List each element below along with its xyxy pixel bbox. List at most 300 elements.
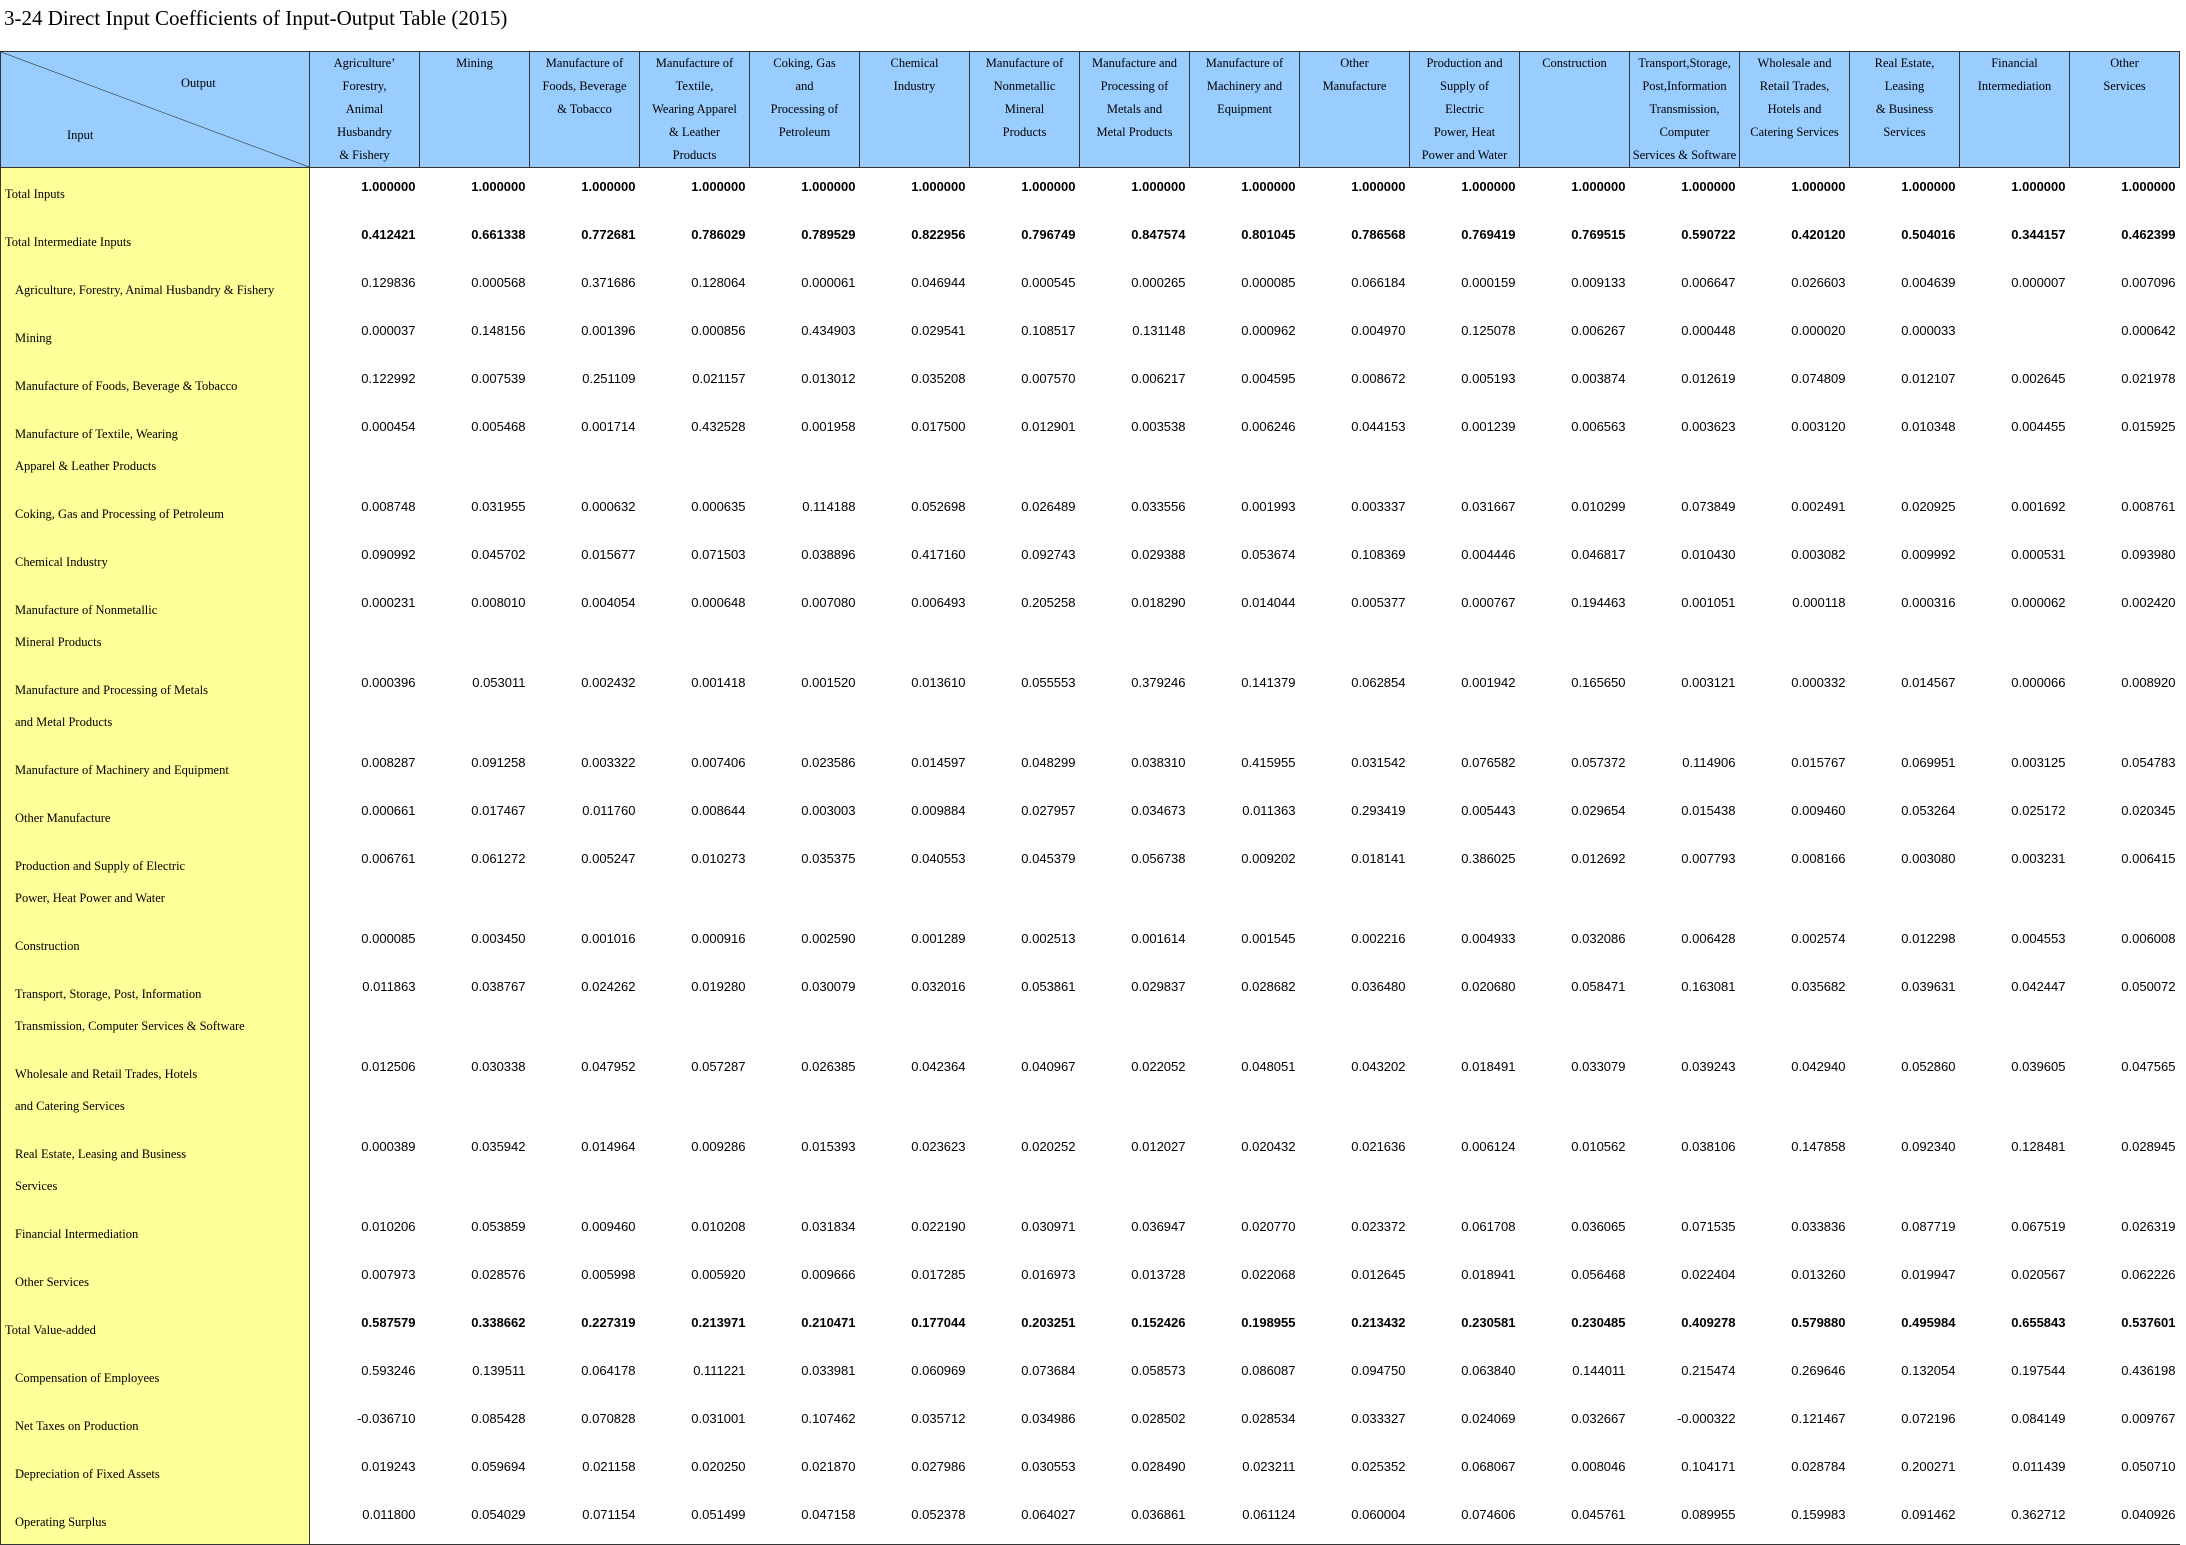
- coefficient-cell: 0.015925: [2121, 419, 2176, 434]
- column-header: [1630, 52, 1740, 168]
- coefficient-cell: 0.122992: [361, 371, 416, 386]
- coefficient-cell: 0.031834: [801, 1219, 856, 1234]
- coefficient-cell: 0.786568: [1351, 227, 1406, 242]
- coefficient-cell: 0.139511: [472, 1363, 526, 1378]
- coefficient-cell: 0.789529: [801, 227, 856, 242]
- coefficient-cell: 0.434903: [801, 323, 856, 338]
- coefficient-cell: 0.050072: [2121, 979, 2176, 994]
- coefficient-cell: 1.000000: [1021, 179, 1076, 194]
- coefficient-cell: 1.000000: [1351, 179, 1406, 194]
- column-header-line: Machinery and: [1206, 79, 1283, 93]
- coefficient-cell: 0.001239: [1461, 419, 1516, 434]
- coefficient-cell: 0.003003: [801, 803, 856, 818]
- column-header-line: Production and: [1426, 56, 1503, 70]
- coefficient-cell: 0.089955: [1630, 1496, 1740, 1545]
- row-label: [1, 264, 310, 312]
- coefficient-cell: 0.053264: [1901, 803, 1956, 818]
- coefficient-cell: 1.000000: [801, 179, 856, 194]
- coefficient-cell: 0.026319: [2121, 1219, 2176, 1234]
- coefficient-cell: 0.021158: [582, 1459, 636, 1474]
- coefficient-cell: 0.269646: [1791, 1363, 1846, 1378]
- io-coefficient-table: [0, 51, 2180, 1545]
- coefficient-cell: 0.002491: [1791, 499, 1846, 514]
- coefficient-cell: 0.033556: [1131, 499, 1186, 514]
- coefficient-cell: 0.052860: [1901, 1059, 1956, 1074]
- row-label-line: Manufacture of Foods, Beverage & Tobacco: [15, 379, 238, 393]
- coefficient-cell: 0.587579: [361, 1315, 416, 1330]
- column-header: [970, 52, 1080, 168]
- coefficient-cell: 0.000033: [1901, 323, 1956, 338]
- column-header: [1520, 52, 1630, 168]
- row-label: [1, 840, 310, 920]
- coefficient-cell: 0.128481: [2011, 1139, 2066, 1154]
- coefficient-cell: 0.060004: [1300, 1496, 1410, 1545]
- coefficient-cell: 0.010562: [1571, 1139, 1626, 1154]
- column-header-line: Chemical: [890, 56, 939, 70]
- coefficient-cell: 0.000635: [691, 499, 746, 514]
- row-label: [1, 1256, 310, 1304]
- coefficient-cell: 0.007096: [2121, 275, 2176, 290]
- table-row: [1, 1304, 2180, 1352]
- coefficient-cell: 0.066184: [1351, 275, 1406, 290]
- coefficient-cell: 0.338662: [471, 1315, 526, 1330]
- coefficient-cell: 0.006124: [1461, 1139, 1516, 1154]
- coefficient-cell: 0.068067: [1461, 1459, 1516, 1474]
- column-header: [860, 52, 970, 168]
- table-row: [1, 920, 2180, 968]
- coefficient-cell: 0.012692: [1571, 851, 1626, 866]
- coefficient-cell: 0.013012: [801, 371, 856, 386]
- coefficient-cell: 0.432528: [691, 419, 746, 434]
- table-row: [1, 1048, 2180, 1128]
- column-header-line: Power, Heat: [1433, 125, 1496, 139]
- row-label-line: Manufacture of Textile, Wearing: [15, 427, 178, 441]
- coefficient-cell: 0.000545: [1021, 275, 1076, 290]
- row-label-line: and Catering Services: [15, 1099, 125, 1113]
- coefficient-cell: 0.033327: [1351, 1411, 1406, 1426]
- column-header-line: Wholesale and: [1757, 56, 1832, 70]
- column-header-line: Metal Products: [1096, 125, 1173, 139]
- row-label: [1, 1208, 310, 1256]
- coefficient-cell: 0.165650: [1571, 675, 1626, 690]
- coefficient-cell: 0.090992: [361, 547, 416, 562]
- coefficient-cell: 0.011800: [310, 1496, 420, 1545]
- coefficient-cell: 0.230485: [1571, 1315, 1626, 1330]
- coefficient-cell: 0.000648: [691, 595, 746, 610]
- coefficient-cell: 0.001396: [581, 323, 636, 338]
- coefficient-cell: 0.005468: [471, 419, 526, 434]
- coefficient-cell: 0.038896: [801, 547, 856, 562]
- coefficient-cell: 0.001993: [1241, 499, 1296, 514]
- coefficient-cell: 0.121467: [1791, 1411, 1846, 1426]
- coefficient-cell: 0.021870: [801, 1459, 856, 1474]
- coefficient-cell: 0.033836: [1791, 1219, 1846, 1234]
- coefficient-cell: 0.003120: [1791, 419, 1846, 434]
- column-header-line: Forestry,: [342, 79, 387, 93]
- coefficient-cell: 0.000061: [801, 275, 856, 290]
- column-header: [1190, 52, 1300, 168]
- coefficient-cell: 0.014567: [1901, 675, 1956, 690]
- coefficient-cell: 0.017467: [471, 803, 526, 818]
- coefficient-cell: 0.028534: [1241, 1411, 1296, 1426]
- table-row: [1, 664, 2180, 744]
- coefficient-cell: 0.040967: [1021, 1059, 1076, 1074]
- coefficient-cell: 0.010348: [1901, 419, 1956, 434]
- coefficient-cell: 0.028784: [1791, 1459, 1846, 1474]
- coefficient-cell: 0.163081: [1681, 979, 1736, 994]
- coefficient-cell: 0.039243: [1681, 1059, 1736, 1074]
- coefficient-cell: 0.006428: [1681, 931, 1736, 946]
- row-label: [1, 488, 310, 536]
- coefficient-cell: 0.023586: [801, 755, 856, 770]
- coefficient-cell: 0.015438: [1681, 803, 1736, 818]
- coefficient-cell: 0.000316: [1901, 595, 1956, 610]
- column-header-line: Products: [672, 148, 717, 162]
- table-row: [1, 360, 2180, 408]
- coefficient-cell: 0.007406: [691, 755, 746, 770]
- coefficient-cell: 0.796749: [1021, 227, 1076, 242]
- coefficient-cell: 0.018491: [1461, 1059, 1516, 1074]
- coefficient-cell: 0.417160: [911, 547, 966, 562]
- column-header-line: Manufacture of: [655, 56, 734, 70]
- coefficient-cell: 0.012645: [1351, 1267, 1406, 1282]
- coefficient-cell: 0.205258: [1021, 595, 1076, 610]
- column-header: [310, 52, 420, 168]
- coefficient-cell: 0.386025: [1461, 851, 1516, 866]
- coefficient-cell: 0.203251: [1021, 1315, 1076, 1330]
- column-header-line: Services & Software: [1632, 148, 1737, 162]
- coefficient-cell: 0.006246: [1241, 419, 1296, 434]
- row-label: [1, 536, 310, 584]
- coefficient-cell: 0.061708: [1461, 1219, 1516, 1234]
- coefficient-cell: 0.054029: [420, 1496, 530, 1545]
- row-label-line: Coking, Gas and Processing of Petroleum: [15, 507, 225, 521]
- coefficient-cell: 0.007080: [801, 595, 856, 610]
- coefficient-cell: 0.025172: [2011, 803, 2066, 818]
- row-label: [1, 408, 310, 488]
- coefficient-cell: 0.074809: [1791, 371, 1846, 386]
- column-header-line: Retail Trades,: [1759, 79, 1830, 93]
- column-header-line: Animal: [345, 102, 384, 116]
- column-header: [1850, 52, 1960, 168]
- column-header-line: Supply of: [1440, 79, 1489, 93]
- coefficient-cell: 0.003623: [1681, 419, 1736, 434]
- row-label-line: Apparel & Leather Products: [15, 459, 157, 473]
- coefficient-cell: 0.040553: [911, 851, 966, 866]
- coefficient-cell: 0.144011: [1572, 1363, 1626, 1378]
- table-row: [1, 168, 2180, 217]
- coefficient-cell: 0.050710: [2121, 1459, 2176, 1474]
- coefficient-cell: 0.769419: [1461, 227, 1516, 242]
- coefficient-cell: 0.067519: [2011, 1219, 2066, 1234]
- coefficient-cell: 0.504016: [1901, 227, 1956, 242]
- column-header-line: Real Estate,: [1874, 56, 1935, 70]
- row-label: [1, 1400, 310, 1448]
- coefficient-cell: 0.031955: [471, 499, 526, 514]
- coefficient-cell: 0.412421: [361, 227, 416, 242]
- row-label: [1, 1496, 310, 1545]
- coefficient-cell: 0.010430: [1681, 547, 1736, 562]
- coefficient-cell: 0.159983: [1740, 1496, 1850, 1545]
- diagonal-divider: [1, 52, 309, 167]
- column-header-line: Electric: [1445, 102, 1484, 116]
- coefficient-cell: 0.152426: [1131, 1315, 1186, 1330]
- column-header-line: & Tobacco: [557, 102, 612, 116]
- coefficient-cell: 0.046817: [1571, 547, 1626, 562]
- coefficient-cell: 0.019243: [361, 1459, 416, 1474]
- coefficient-cell: 0.033981: [801, 1363, 856, 1378]
- coefficient-cell: 0.039631: [1901, 979, 1956, 994]
- coefficient-cell: 0.087719: [1901, 1219, 1956, 1234]
- coefficient-cell: 0.002216: [1351, 931, 1406, 946]
- coefficient-cell: 0.032667: [1571, 1411, 1626, 1426]
- column-header-line: Leasing: [1884, 79, 1925, 93]
- coefficient-cell: 0.000632: [581, 499, 636, 514]
- coefficient-cell: 0.371686: [581, 275, 636, 290]
- coefficient-cell: 0.593246: [361, 1363, 416, 1378]
- coefficient-cell: 0.071154: [530, 1496, 640, 1545]
- coefficient-cell: 1.000000: [1131, 179, 1186, 194]
- row-label: [1, 360, 310, 408]
- column-header: [1740, 52, 1850, 168]
- coefficient-cell: 0.023623: [911, 1139, 966, 1154]
- coefficient-cell: 0.012027: [1131, 1139, 1186, 1154]
- column-header: [530, 52, 640, 168]
- column-header-line: Husbandry: [337, 125, 392, 139]
- table-row: [1, 584, 2180, 664]
- coefficient-cell: 0.057372: [1571, 755, 1626, 770]
- row-label-line: Total Value-added: [5, 1323, 96, 1337]
- coefficient-cell: 0.013260: [1791, 1267, 1846, 1282]
- column-header-line: Post,Information: [1642, 79, 1727, 93]
- coefficient-cell: 0.001692: [2011, 499, 2066, 514]
- coefficient-cell: 0.027986: [911, 1459, 966, 1474]
- coefficient-cell: 0.000332: [1791, 675, 1846, 690]
- table-row: [1, 840, 2180, 920]
- coefficient-cell: 0.009202: [1241, 851, 1296, 866]
- coefficient-cell: 0.197544: [2011, 1363, 2066, 1378]
- coefficient-cell: 0.002574: [1791, 931, 1846, 946]
- column-header-line: Petroleum: [778, 125, 831, 139]
- coefficient-cell: 0.022068: [1241, 1267, 1296, 1282]
- coefficient-cell: 0.051499: [640, 1496, 750, 1545]
- coefficient-cell: 0.034673: [1131, 803, 1186, 818]
- coefficient-cell: 0.000856: [691, 323, 746, 338]
- table-row: [1, 264, 2180, 312]
- coefficient-cell: 0.058471: [1571, 979, 1626, 994]
- coefficient-cell: 0.003450: [471, 931, 526, 946]
- coefficient-cell: 0.847574: [1131, 227, 1186, 242]
- coefficient-cell: 0.011439: [2012, 1459, 2066, 1474]
- coefficient-cell: 0.008761: [2121, 499, 2176, 514]
- coefficient-cell: 0.002513: [1021, 931, 1076, 946]
- coefficient-cell: 0.801045: [1241, 227, 1296, 242]
- row-label: [1, 312, 310, 360]
- column-header: [1300, 52, 1410, 168]
- coefficient-cell: 0.210471: [801, 1315, 856, 1330]
- coefficient-cell: 0.060969: [911, 1363, 966, 1378]
- input-axis-label: Input: [67, 128, 94, 142]
- coefficient-cell: 0.069951: [1901, 755, 1956, 770]
- coefficient-cell: 0.462399: [2121, 227, 2176, 242]
- coefficient-cell: 0.009133: [1571, 275, 1626, 290]
- coefficient-cell: 0.000265: [1131, 275, 1186, 290]
- column-header-line: and: [795, 79, 814, 93]
- coefficient-cell: 0.061272: [471, 851, 526, 866]
- coefficient-cell: 0.111221: [693, 1363, 746, 1378]
- column-header-line: Products: [1002, 125, 1047, 139]
- column-header-line: Other: [2110, 56, 2139, 70]
- coefficient-cell: 0.018141: [1351, 851, 1406, 866]
- coefficient-cell: 0.000231: [361, 595, 416, 610]
- column-header-line: Manufacture and: [1091, 56, 1178, 70]
- coefficient-cell: 0.436198: [2121, 1363, 2176, 1378]
- coefficient-cell: 0.006267: [1571, 323, 1626, 338]
- output-axis-label: Output: [181, 76, 216, 90]
- coefficient-cell: 0.000448: [1681, 323, 1736, 338]
- coefficient-cell: 0.005998: [581, 1267, 636, 1282]
- coefficient-cell: 0.000396: [361, 675, 416, 690]
- column-header-line: & Leather: [668, 125, 720, 139]
- coefficient-cell: 0.000389: [361, 1139, 416, 1154]
- row-label: [1, 1048, 310, 1128]
- coefficient-cell: 0.071503: [691, 547, 746, 562]
- coefficient-cell: 0.062226: [2121, 1267, 2176, 1282]
- coefficient-cell: 0.020770: [1241, 1219, 1296, 1234]
- table-body: [1, 168, 2180, 1545]
- coefficient-cell: 0.012298: [1901, 931, 1956, 946]
- coefficient-cell: 1.000000: [1681, 179, 1736, 194]
- coefficient-cell: 0.047952: [581, 1059, 636, 1074]
- coefficient-cell: 0.064027: [970, 1496, 1080, 1545]
- coefficient-cell: 0.009767: [2121, 1411, 2176, 1426]
- coefficient-cell: 0.020925: [1901, 499, 1956, 514]
- coefficient-cell: 0.091258: [471, 755, 526, 770]
- coefficient-cell: 0.008672: [1351, 371, 1406, 386]
- coefficient-cell: 0.000020: [1791, 323, 1846, 338]
- coefficient-cell: -0.036710: [356, 1411, 416, 1426]
- coefficient-cell: 0.029837: [1131, 979, 1186, 994]
- coefficient-cell: 0.018290: [1131, 595, 1186, 610]
- coefficient-cell: 0.213432: [1351, 1315, 1406, 1330]
- coefficient-cell: 0.006415: [2121, 851, 2176, 866]
- coefficient-cell: 1.000000: [581, 179, 636, 194]
- coefficient-cell: 0.034986: [1021, 1411, 1076, 1426]
- coefficient-cell: 0.108369: [1351, 547, 1406, 562]
- coefficient-cell: 0.033079: [1571, 1059, 1626, 1074]
- coefficient-cell: 0.052378: [860, 1496, 970, 1545]
- coefficient-cell: 0.000085: [361, 931, 416, 946]
- coefficient-cell: 0.000916: [691, 931, 746, 946]
- coefficient-cell: 0.251109: [582, 371, 636, 386]
- coefficient-cell: 0.001016: [581, 931, 636, 946]
- column-header-line: Financial: [1991, 56, 2038, 70]
- coefficient-cell: 0.008010: [471, 595, 526, 610]
- coefficient-cell: 0.011363: [1242, 803, 1296, 818]
- coefficient-cell: 0.141379: [1241, 675, 1296, 690]
- column-header-line: Processing of: [1100, 79, 1169, 93]
- coefficient-cell: 0.001942: [1461, 675, 1516, 690]
- coefficient-cell: 0.036861: [1080, 1496, 1190, 1545]
- coefficient-cell: 0.000568: [471, 275, 526, 290]
- row-label-line: Construction: [15, 939, 80, 953]
- coefficient-cell: 0.009666: [801, 1267, 856, 1282]
- coefficient-cell: 0.003322: [581, 755, 636, 770]
- coefficient-cell: 0.073684: [1021, 1363, 1076, 1378]
- coefficient-cell: 0.005193: [1461, 371, 1516, 386]
- row-label-line: Other Manufacture: [15, 811, 111, 825]
- coefficient-cell: 0.020567: [2011, 1267, 2066, 1282]
- coefficient-cell: 0.114906: [1682, 755, 1736, 770]
- row-label-line: and Metal Products: [15, 715, 113, 729]
- coefficient-cell: 0.030338: [471, 1059, 526, 1074]
- coefficient-cell: 0.048051: [1241, 1059, 1296, 1074]
- column-header-line: Catering Services: [1750, 125, 1839, 139]
- coefficient-cell: 0.026603: [1791, 275, 1846, 290]
- row-label: [1, 664, 310, 744]
- table-row: [1, 744, 2180, 792]
- row-label-line: Agriculture, Forestry, Animal Husbandry & Fishery: [15, 283, 275, 297]
- table-row: [1, 792, 2180, 840]
- coefficient-cell: 0.057287: [691, 1059, 746, 1074]
- row-label-line: Compensation of Employees: [15, 1371, 160, 1385]
- coefficient-cell: 0.020345: [2121, 803, 2176, 818]
- coefficient-cell: 0.071535: [1681, 1219, 1736, 1234]
- column-header-line: Power and Water: [1421, 148, 1508, 162]
- coefficient-cell: 0.004639: [1901, 275, 1956, 290]
- coefficient-cell: 0.019280: [691, 979, 746, 994]
- coefficient-cell: 0.084149: [2011, 1411, 2066, 1426]
- column-header: [640, 52, 750, 168]
- coefficient-cell: 0.001958: [801, 419, 856, 434]
- coefficient-cell: 0.052698: [911, 499, 966, 514]
- column-header-line: Construction: [1542, 56, 1607, 70]
- coefficient-cell: 0.093980: [2121, 547, 2176, 562]
- coefficient-cell: 0.000007: [2011, 275, 2066, 290]
- coefficient-cell: 0.028502: [1131, 1411, 1186, 1426]
- row-label-line: Transport, Storage, Post, Information: [15, 987, 202, 1001]
- table-row: [1, 488, 2180, 536]
- row-label-line: Production and Supply of Electric: [15, 859, 186, 873]
- coefficient-cell: 0.004455: [2011, 419, 2066, 434]
- coefficient-cell: 0.009460: [581, 1219, 636, 1234]
- coefficient-cell: 0.028490: [1131, 1459, 1186, 1474]
- column-header: [420, 52, 530, 168]
- row-label-line: Other Services: [15, 1275, 89, 1289]
- coefficient-cell: 0.021157: [692, 371, 746, 386]
- coefficient-cell: 0.053011: [472, 675, 526, 690]
- coefficient-cell: 0.073849: [1681, 499, 1736, 514]
- coefficient-cell: 1.000000: [1571, 179, 1626, 194]
- table-header-row: [1, 52, 2180, 168]
- row-label: [1, 1304, 310, 1352]
- coefficient-cell: 0.029541: [911, 323, 966, 338]
- coefficient-cell: 0.003538: [1131, 419, 1186, 434]
- coefficient-cell: 1.000000: [911, 179, 966, 194]
- coefficient-cell: 0.008920: [2121, 675, 2176, 690]
- coefficient-cell: 0.000159: [1461, 275, 1516, 290]
- column-header-line: Manufacture of: [1205, 56, 1284, 70]
- row-label: [1, 968, 310, 1048]
- coefficient-cell: 0.038767: [471, 979, 526, 994]
- coefficient-cell: 1.000000: [2011, 179, 2066, 194]
- table-row: [1, 1352, 2180, 1400]
- coefficient-cell: 0.786029: [691, 227, 746, 242]
- row-label: [1, 920, 310, 968]
- coefficient-cell: 0.114188: [802, 499, 856, 514]
- coefficient-cell: 0.007793: [1681, 851, 1736, 866]
- coefficient-cell: 0.055553: [1021, 675, 1076, 690]
